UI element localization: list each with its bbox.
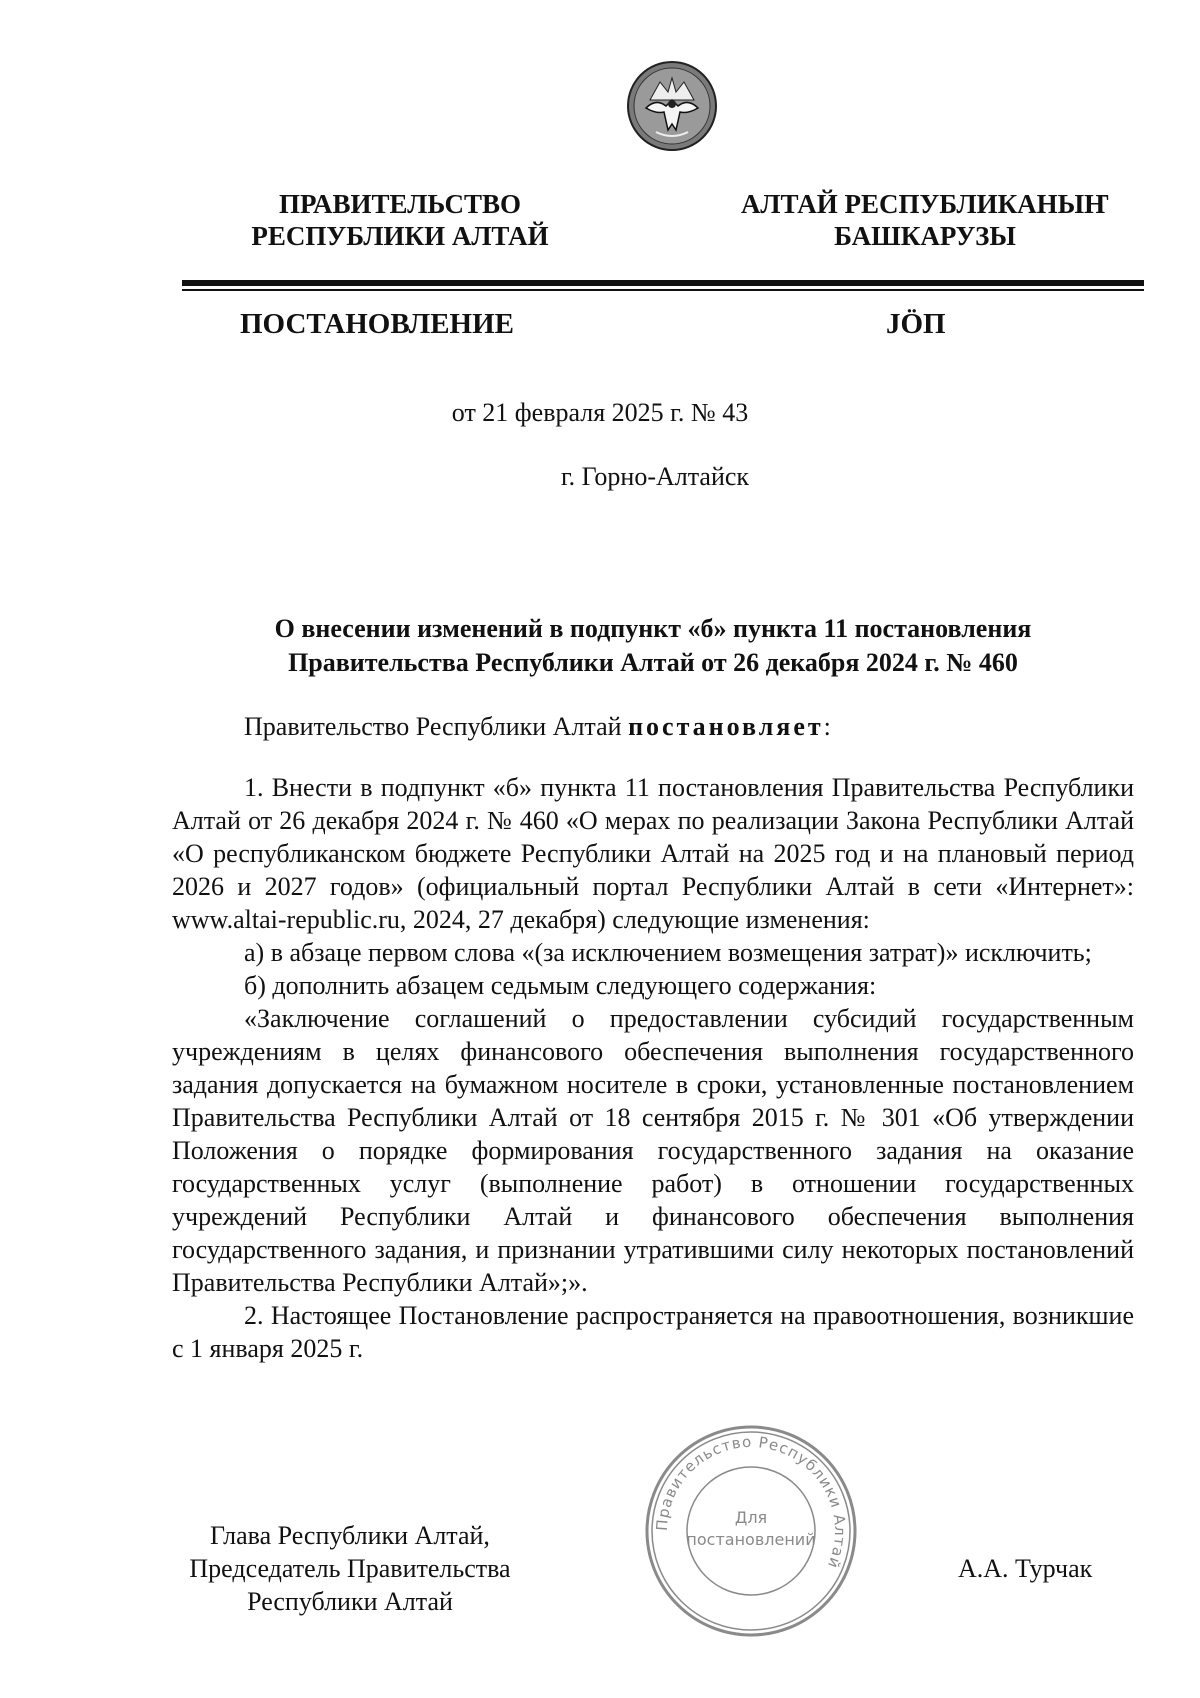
seal-center-line1: Для: [734, 1508, 768, 1527]
coat-of-arms-emblem: [626, 60, 718, 152]
header-right: [720, 188, 1130, 252]
paragraph-1b: б) дополнить абзацем седьмым следующего содержания:: [244, 971, 877, 1000]
header-left-line1: ПРАВИТЕЛЬСТВО: [278, 189, 522, 219]
doc-type-ru: ПОСТАНОВЛЕНИЕ: [240, 308, 515, 340]
header-right-line1: АЛТАЙ РЕСПУБЛИКАНЫҤ: [740, 189, 1110, 219]
doc-type-alt: JӦП: [886, 308, 946, 340]
signatory-name: А.А. Турчак: [958, 1554, 1093, 1583]
paragraph-1a: а) в абзаце первом слова «(за исключением возмещения затрат)» исключить;: [244, 938, 1092, 967]
signatory-title: [160, 1519, 540, 1618]
preamble-prefix: Правительство Республики Алтай: [244, 712, 629, 741]
signatory-line1: Глава Республики Алтай,: [210, 1521, 490, 1550]
signatory-line2: Председатель Правительства: [189, 1554, 511, 1583]
document-title: [172, 612, 1134, 680]
preamble: [172, 710, 1134, 743]
official-seal: [642, 1422, 860, 1640]
signatory-line3: Республики Алтай: [247, 1587, 453, 1616]
title-line1: О внесении изменений в подпункт «б» пункта 11 постановления: [274, 614, 1032, 643]
header-divider-thick: [182, 280, 1144, 286]
header-left: [230, 188, 570, 252]
paragraph-quote: «Заключение соглашений о предоставлении субсидий государственным учреждениям в целях финансового обеспечения выполнения государственного задания допускается на бумажном носителе в сроки, установленные постановлением Правительства Республики Алтай от 18 сентября 2015 г. № 301 «Об утверждении Положения о порядке формирования государственного задания на оказание государственных услуг (выполнение работ) в отношении государственных учреждений Республики Алтай и финансового обеспечения выполнения государственного задания, и признании утратившими силу некоторых постановлений Правительства Республики Алтай»;».: [172, 1004, 1134, 1297]
paragraph-1: 1. Внести в подпункт «б» пункта 11 постановления Правительства Республики Алтай от 26 декабря 2024 г. № 460 «О мерах по реализации Закона Республики Алтай «О республиканском бюджете Республики Алтай на 2025 год и на плановый период 2026 и 2027 годов» (официальный портал Республики Алтай в сети «Интернет»: www.altai-republic.ru, 2024, 27 декабря) следующие изменения:: [172, 773, 1134, 934]
date-number-line: от 21 февраля 2025 г. № 43: [451, 398, 749, 427]
seal-ring-text: Правительство Республики Алтай: [652, 1432, 850, 1572]
seal-center-line2: постановлений: [686, 1530, 816, 1549]
preamble-verb: постановляет: [628, 712, 824, 741]
preamble-suffix: :: [823, 712, 831, 741]
header-left-line2: РЕСПУБЛИКИ АЛТАЙ: [251, 221, 549, 251]
header-divider-thin: [182, 289, 1144, 291]
title-line2: Правительства Республики Алтай от 26 декабря 2024 г. № 460: [288, 648, 1018, 677]
paragraph-2: 2. Настоящее Постановление распространяется на правоотношения, возникшие с 1 января 2025 г.: [172, 1301, 1134, 1363]
document-body: [172, 710, 1134, 1365]
city-line: г. Горно-Алтайск: [560, 462, 750, 491]
header-right-line2: БАШКАРУЗЫ: [834, 221, 1016, 251]
